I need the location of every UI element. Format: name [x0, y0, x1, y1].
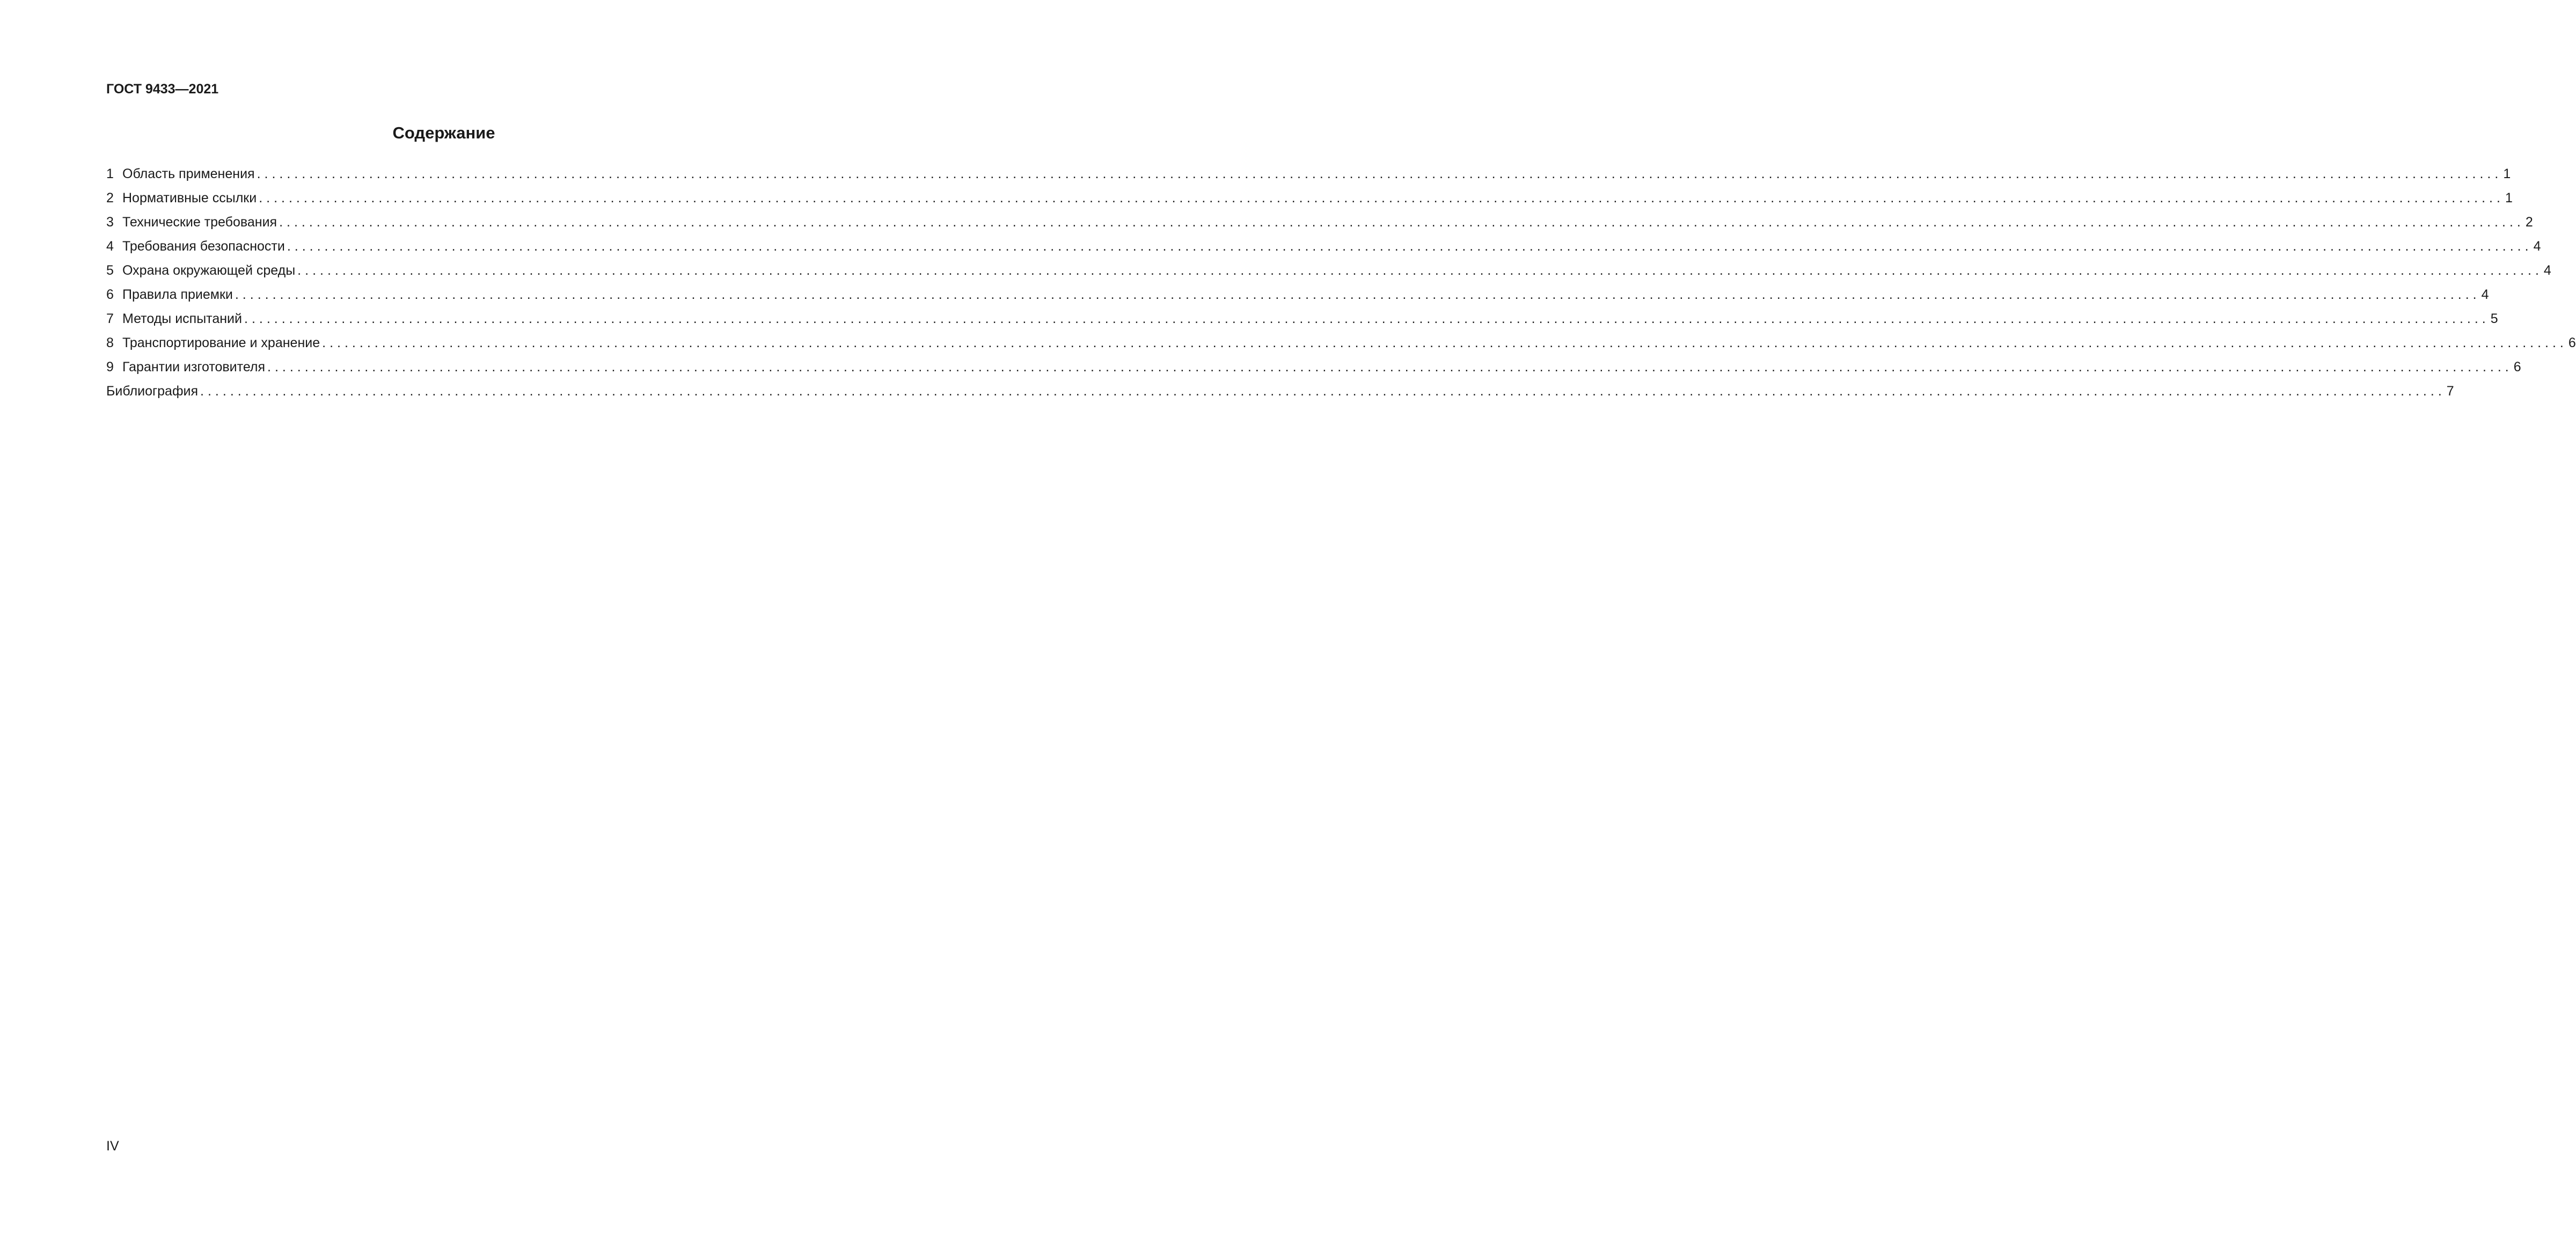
toc-entry-page: 4	[2533, 239, 2541, 254]
toc-dot-leader: ............................................................................................................................................................................................................................................................................................................	[287, 239, 2533, 254]
toc-dot-leader: ............................................................................................................................................................................................................................................................................................................	[200, 384, 2446, 399]
toc-entry-title: Нормативные ссылки	[122, 190, 257, 206]
toc-dot-leader: ............................................................................................................................................................................................................................................................................................................	[322, 335, 2567, 350]
toc-entry[interactable]	[106, 234, 2541, 259]
toc-entry-page: 2	[2525, 215, 2533, 230]
toc-entry-number: 2	[106, 190, 114, 206]
toc-entry-page: 1	[2505, 190, 2513, 206]
toc-entry-number: 4	[106, 239, 114, 254]
toc-entry[interactable]	[106, 186, 2513, 210]
toc-title: Содержание	[392, 123, 495, 142]
toc-entry-title: Требования безопасности	[122, 239, 285, 254]
toc-entry-title: Транспортирование и хранение	[122, 335, 320, 350]
toc-dot-leader: ............................................................................................................................................................................................................................................................................................................	[235, 287, 2480, 302]
toc-entry-title: Область применения	[122, 166, 255, 181]
toc-entry-page: 4	[2481, 287, 2489, 302]
toc-entry[interactable]	[106, 307, 2498, 331]
toc-entry-page: 5	[2490, 311, 2498, 326]
toc-dot-leader: ............................................................................................................................................................................................................................................................................................................	[259, 190, 2504, 206]
toc-dot-leader: ............................................................................................................................................................................................................................................................................................................	[244, 311, 2490, 326]
toc-entry[interactable]	[106, 210, 2533, 234]
toc-entry-page: 1	[2503, 166, 2511, 181]
toc-dot-leader: ............................................................................................................................................................................................................................................................................................................	[257, 166, 2502, 181]
toc-entry-number: 5	[106, 263, 114, 278]
toc-entry-number: 3	[106, 215, 114, 230]
table-of-contents	[106, 162, 2576, 403]
toc-entry[interactable]	[106, 259, 2551, 283]
document-code: ГОСТ 9433—2021	[106, 82, 219, 97]
toc-entry-number: 7	[106, 311, 114, 326]
toc-entry-title: Методы испытаний	[122, 311, 242, 326]
toc-entry-bibliography[interactable]	[106, 379, 2454, 403]
toc-entry-title: Правила приемки	[122, 287, 233, 302]
toc-entry-number: 1	[106, 166, 114, 181]
toc-entry[interactable]	[106, 331, 2576, 355]
toc-entry-title: Технические требования	[122, 215, 277, 230]
toc-entry-number: 9	[106, 359, 114, 375]
toc-entry-number: 8	[106, 335, 114, 350]
toc-entry-page: 6	[2513, 359, 2521, 375]
toc-entry[interactable]	[106, 283, 2489, 307]
toc-entry-number: 6	[106, 287, 114, 302]
page-number: IV	[106, 1139, 119, 1154]
toc-entry-page: 6	[2568, 335, 2576, 350]
toc-entry-title: Гарантии изготовителя	[122, 359, 266, 375]
toc-entry-title: Библиография	[106, 384, 199, 399]
toc-dot-leader: ............................................................................................................................................................................................................................................................................................................	[279, 215, 2524, 230]
toc-entry-page: 4	[2543, 263, 2551, 278]
toc-entry-title: Охрана окружающей среды	[122, 263, 296, 278]
toc-entry-page: 7	[2446, 384, 2454, 399]
toc-entry[interactable]	[106, 355, 2521, 379]
toc-dot-leader: ............................................................................................................................................................................................................................................................................................................	[297, 263, 2543, 278]
toc-entry[interactable]	[106, 162, 2511, 186]
toc-dot-leader: ............................................................................................................................................................................................................................................................................................................	[267, 359, 2513, 375]
